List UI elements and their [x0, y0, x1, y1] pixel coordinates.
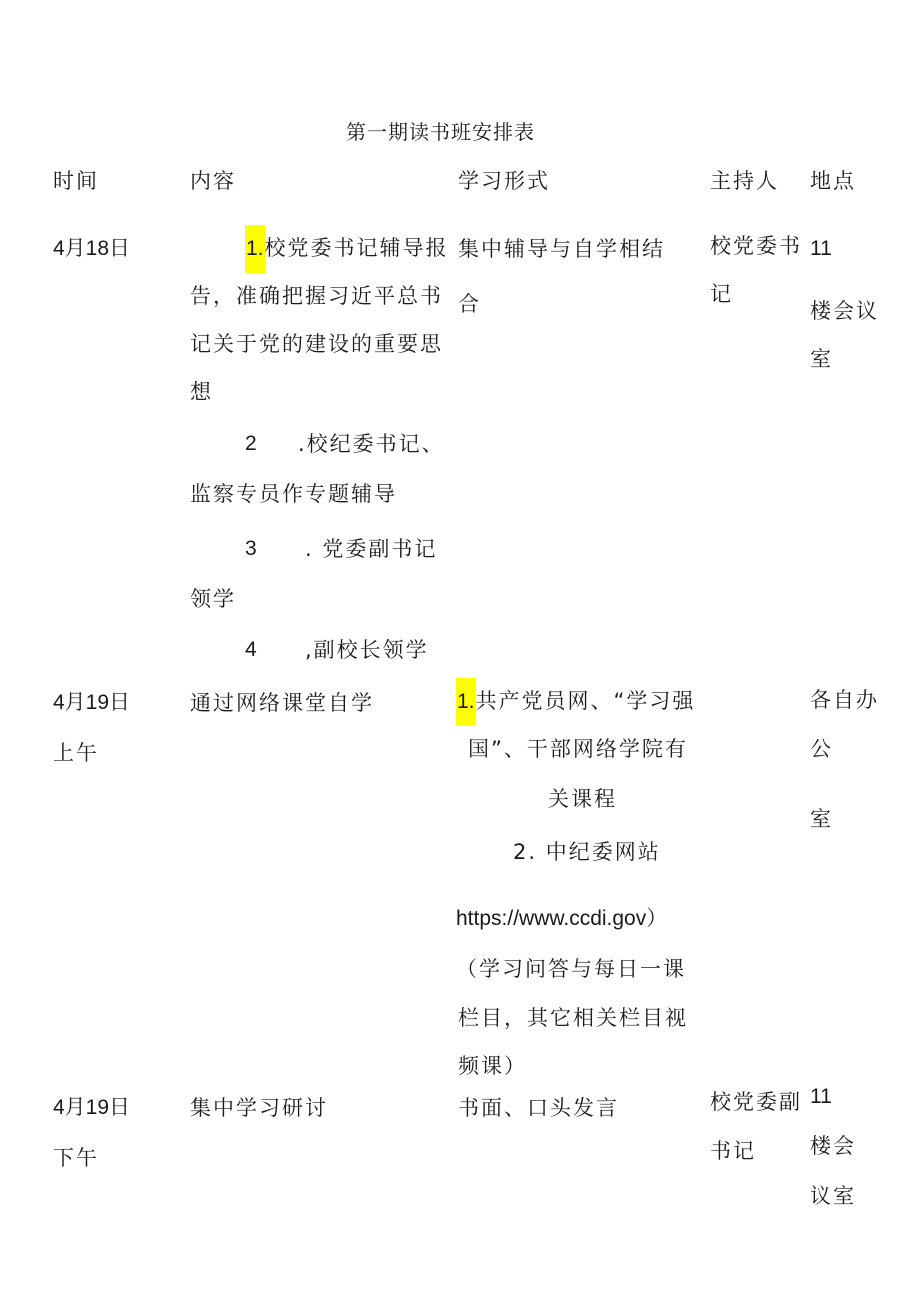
- row1-content-line: 想: [190, 380, 213, 404]
- row1-time: 4月18日: [53, 237, 131, 260]
- row3-place-line: 议室: [810, 1184, 856, 1208]
- row1-content-item1: [245, 224, 449, 272]
- row1-item2-text: 监察专员作专题辅导: [190, 482, 397, 506]
- row1-content-line: 记关于党的建设的重要思: [190, 332, 443, 356]
- page-title: 第一期读书班安排表: [346, 120, 535, 144]
- row1-host-line: 校党委书: [710, 234, 802, 258]
- row1-place-line: 11: [810, 237, 832, 260]
- row2-place-line: 室: [810, 807, 833, 831]
- row3-host-line: 校党委副: [710, 1090, 802, 1114]
- header-place: 地点: [810, 169, 856, 193]
- row2-form-line: 2. 中纪委网站: [513, 840, 661, 864]
- row1-content-line: 校党委书记辅导报: [264, 236, 449, 260]
- header-host: 主持人: [710, 169, 779, 193]
- row1-item3-text: . 党委副书记: [305, 537, 438, 561]
- row1-host-line: 记: [710, 282, 733, 306]
- row3-place-line: 11: [810, 1085, 832, 1108]
- row2-form-line: （学习问答与每日一课: [456, 957, 686, 981]
- row2-time-line: 4月19日: [53, 691, 131, 714]
- row3-host-line: 书记: [710, 1139, 756, 1163]
- header-form: 学习形式: [458, 169, 550, 193]
- row1-item2-number: 2: [245, 432, 257, 455]
- highlight-number: 1.: [245, 225, 265, 273]
- row1-item2-text: .校纪委书记、: [298, 432, 445, 456]
- row1-item4-number: 4: [245, 638, 257, 661]
- header-time: 时间: [53, 169, 99, 193]
- row2-form-link: https://www.ccdi.gov）: [456, 907, 668, 930]
- row3-place-line: 楼会: [810, 1134, 856, 1158]
- row1-form-line: 合: [458, 292, 481, 316]
- row2-form-line: 共产党员网、“学习强: [475, 689, 696, 713]
- row1-place-line: 室: [810, 347, 833, 371]
- row3-time-line: 4月19日: [53, 1096, 131, 1119]
- row3-form: 书面、口头发言: [458, 1096, 619, 1120]
- row1-form-line: 集中辅导与自学相结: [458, 237, 665, 261]
- header-content: 内容: [190, 169, 236, 193]
- row2-form-line: 关课程: [548, 787, 617, 811]
- row1-place-line: 楼会议: [810, 299, 879, 323]
- row1-item4-text: ,副校长领学: [305, 638, 429, 662]
- row1-item3-number: 3: [245, 537, 257, 560]
- row2-content: 通过网络课堂自学: [190, 691, 374, 715]
- row2-form-line: 栏目，其它相关栏目视: [458, 1006, 688, 1030]
- row2-form-line: 国”、干部网络学院有: [468, 737, 688, 761]
- row2-place-line: 公: [810, 737, 833, 761]
- row2-form-item1: [456, 677, 695, 725]
- row2-time-line: 上午: [53, 741, 99, 765]
- row3-content: 集中学习研讨: [190, 1096, 328, 1120]
- row2-place-line: 各自办: [810, 688, 879, 712]
- highlight-number: 1.: [456, 678, 476, 726]
- row3-time-line: 下午: [53, 1146, 99, 1170]
- row1-content-line: 告，准确把握习近平总书: [190, 284, 443, 308]
- row1-item3-text: 领学: [190, 587, 236, 611]
- row2-form-line: 频课）: [458, 1054, 527, 1078]
